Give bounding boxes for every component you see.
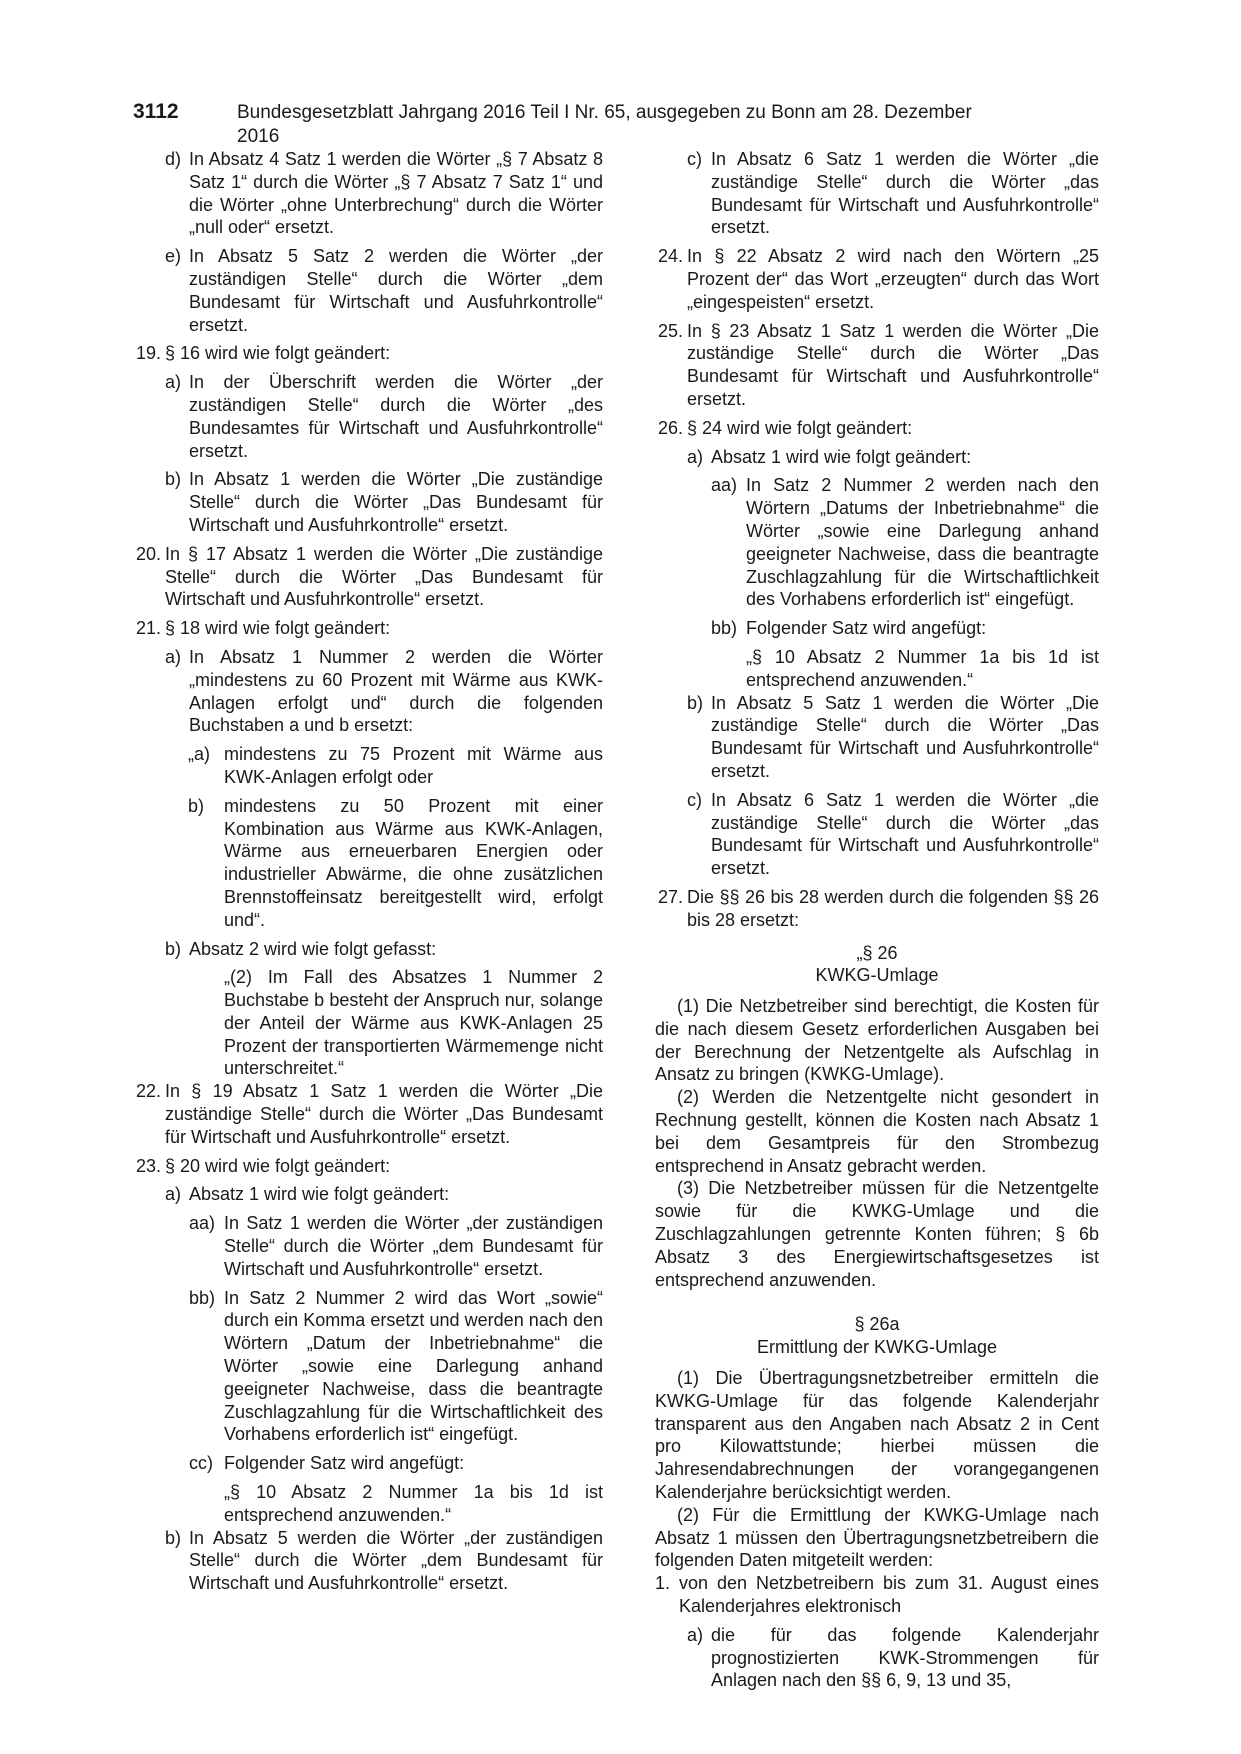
spacer — [655, 1291, 1099, 1313]
item-text: In Absatz 1 Nummer 2 werden die Wörter „mindestens zu 60 Prozent mit Wärme aus KWK-Anlagen erfolgt und“ durch die folgenden Buchstaben a und b ersetzt: — [189, 646, 603, 736]
list-item — [133, 743, 603, 789]
item-marker: b) — [687, 692, 704, 713]
quoted-text: „§ 10 Absatz 2 Nummer 1a bis 1d ist entsprechend anzuwenden.“ — [224, 1482, 603, 1525]
item-text: mindestens zu 75 Prozent mit Wärme aus KWK-Anlagen erfolgt oder — [224, 744, 603, 787]
item-text: Absatz 1 wird wie folgt geändert: — [711, 446, 972, 467]
item-text: In der Überschrift werden die Wörter „der zuständigen Stelle“ durch die Wörter „des Bundesamtes für Wirtschaft und Ausfuhrkontrolle“ ersetzt. — [189, 372, 603, 461]
item-text: In Satz 2 Nummer 2 wird das Wort „sowie“ durch ein Komma ersetzt und werden nach den Wörtern „Datum der Inbetriebnahme“ die Wörter „sowie eine Darlegung anhand geeigneter Nachweise, dass die beantragte Zuschlagzahlung für die Wirtschaftlichkeit des Vorhabens erforderlich ist“ eingefügt. — [224, 1287, 603, 1445]
quoted-text: „(2) Im Fall des Absatzes 1 Nummer 2 Buchstabe b besteht der Anspruch nur, solange der Anteil der Wärme aus KWK-Anlagen 25 Prozent der transportierten Wärmemenge nicht unterschreitet.“ — [224, 967, 603, 1079]
item-text: die für das folgende Kalenderjahr prognostizierten KWK-Strommengen für Anlagen nach den §§ 6, 9, 13 und 35, — [711, 1624, 1099, 1691]
item-number: 27. — [657, 886, 683, 907]
item-text: In Satz 2 Nummer 2 werden nach den Wörtern „Datums der Inbetriebnahme“ die Wörter „sowie eine Darlegung anhand geeigneter Nachweise, dass die beantragte Zuschlagzahlung für die Wirtschaftlichkeit des Vorhabens erforderlich ist“ eingefügt. — [746, 475, 1099, 610]
item-text: In § 23 Absatz 1 Satz 1 werden die Wörter „Die zuständige Stelle“ durch die Wörter „Das Bundesamt für Wirtschaft und Ausfuhrkontrolle“ ersetzt. — [687, 320, 1099, 409]
list-item — [133, 1287, 603, 1447]
item-marker: a) — [165, 646, 182, 667]
item-text: mindestens zu 50 Prozent mit einer Kombination aus Wärme aus KWK-Anlagen, Wärme aus erneuerbaren Energien oder industrieller Abwärme, die ohne zusätzlichen Brennstoffeinsatz bereitgestellt wird, erfolgt und“. — [224, 795, 603, 930]
item-text: Absatz 1 wird wie folgt geändert: — [189, 1184, 450, 1205]
list-item — [133, 468, 603, 536]
item-number: 1. — [655, 1573, 671, 1594]
paragraph: (1) Die Übertragungsnetzbetreiber ermitteln die KWKG-Umlage für das folgende Kalenderjahr transparent aus den Angaben nach Absatz 2 in Cent pro Kilowattstunde; hierbei müssen die Jahresendabrechnungen der vorangegangenen Kalenderjahre berücksichtigt werden. — [655, 1368, 1099, 1503]
right-column — [655, 148, 1099, 1698]
item-marker: b) — [165, 1527, 182, 1548]
item-text: In Absatz 5 Satz 2 werden die Wörter „der zuständigen Stelle“ durch die Wörter „dem Bundesamt für Wirtschaft und Ausfuhrkontrolle“ ersetzt. — [189, 246, 603, 335]
list-item — [133, 371, 603, 462]
list-item — [655, 692, 1099, 783]
item-number: 25. — [657, 320, 683, 341]
item-text: Absatz 2 wird wie folgt gefasst: — [189, 938, 437, 959]
list-item — [655, 617, 1099, 640]
item-text: In Absatz 1 werden die Wörter „Die zuständige Stelle“ durch die Wörter „Das Bundesamt für Wirtschaft und Ausfuhrkontrolle“ ersetzt. — [189, 469, 603, 535]
item-marker: bb) — [189, 1287, 216, 1308]
list-item — [133, 1080, 603, 1148]
item-text: Folgender Satz wird angefügt: — [746, 618, 987, 639]
item-marker: c) — [687, 149, 702, 169]
item-text: von den Netzbetreibern bis zum 31. August eines Kalenderjahres elektronisch — [679, 1573, 1099, 1617]
item-marker: „a) — [188, 744, 210, 765]
item-text: Die §§ 26 bis 28 werden durch die folgenden §§ 26 bis 28 ersetzt: — [687, 886, 1099, 930]
item-text: § 18 wird wie folgt geändert: — [165, 618, 391, 639]
list-item — [655, 886, 1099, 932]
item-number: 21. — [135, 618, 161, 639]
list-item — [655, 417, 1099, 440]
item-marker: aa) — [189, 1213, 216, 1234]
list-item — [655, 446, 1099, 469]
paragraph: (1) Die Netzbetreiber sind berechtigt, die Kosten für die nach diesem Gesetz erforderlichen Ausgaben bei der Berechnung der Netzentgelte als Aufschlag in Ansatz zu bringen (KWKG-Umlage). — [655, 996, 1099, 1085]
item-text: In Absatz 4 Satz 1 werden die Wörter „§ 7 Absatz 8 Satz 1“ durch die Wörter „§ 7 Absatz 7 Satz 1“ und die Wörter „ohne Unterbrechung“ durch die Wörter „null oder“ ersetzt. — [189, 149, 603, 238]
list-item — [133, 795, 603, 932]
item-text: In § 19 Absatz 1 Satz 1 werden die Wörter „Die zuständige Stelle“ durch die Wörter „Das Bundesamt für Wirtschaft und Ausfuhrkontrolle“ ersetzt. — [165, 1081, 603, 1147]
running-title: Bundesgesetzblatt Jahrgang 2016 Teil I Nr. 65, ausgegeben zu Bonn am 28. Dezember 2016 — [237, 102, 972, 147]
item-marker: a) — [165, 1184, 182, 1205]
list-item — [655, 1572, 1099, 1618]
item-marker: b) — [188, 795, 205, 816]
item-marker: cc) — [189, 1453, 213, 1474]
list-item — [655, 789, 1099, 880]
list-item — [133, 1183, 603, 1206]
item-marker: a) — [165, 372, 182, 393]
item-text: In Absatz 6 Satz 1 werden die Wörter „die zuständige Stelle“ durch die Wörter „das Bundesamt für Wirtschaft und Ausfuhrkontrolle“ ersetzt. — [711, 789, 1099, 879]
item-text: Folgender Satz wird angefügt: — [224, 1453, 465, 1474]
list-item — [133, 938, 603, 961]
item-marker: e) — [165, 246, 182, 267]
item-text: In Absatz 5 Satz 1 werden die Wörter „Die zuständige Stelle“ durch die Wörter „Das Bundesamt für Wirtschaft und Ausfuhrkontrolle“ ersetzt. — [711, 692, 1099, 781]
list-item — [133, 543, 603, 611]
item-marker: a) — [687, 446, 704, 467]
item-text: § 24 wird wie folgt geändert: — [687, 417, 913, 438]
item-text: § 16 wird wie folgt geändert: — [165, 343, 391, 364]
item-marker: b) — [165, 938, 182, 959]
list-item — [655, 245, 1099, 313]
page-header — [133, 100, 999, 147]
item-number: 23. — [135, 1155, 161, 1176]
list-item — [133, 148, 603, 239]
list-item — [655, 148, 1099, 239]
list-item — [133, 1155, 603, 1178]
item-text: § 20 wird wie folgt geändert: — [165, 1155, 391, 1176]
section-heading: § 26a — [854, 1314, 900, 1335]
item-number: 24. — [657, 246, 683, 267]
item-number: 22. — [135, 1081, 161, 1102]
section-heading: „§ 26 — [856, 942, 898, 963]
page-number: 3112 — [133, 100, 179, 123]
list-item — [655, 320, 1099, 411]
list-item — [133, 1212, 603, 1280]
item-marker: a) — [687, 1624, 704, 1645]
list-item — [133, 245, 603, 336]
list-item — [133, 1527, 603, 1595]
item-text: In Satz 1 werden die Wörter „der zuständigen Stelle“ durch die Wörter „dem Bundesamt für Wirtschaft und Ausfuhrkontrolle“ ersetzt. — [224, 1213, 603, 1279]
item-text: In § 17 Absatz 1 werden die Wörter „Die zuständige Stelle“ durch die Wörter „Das Bundesamt für Wirtschaft und Ausfuhrkontrolle“ ersetzt. — [165, 543, 603, 610]
item-marker: c) — [687, 789, 702, 810]
section-title: KWKG-Umlage — [815, 965, 939, 986]
list-item — [655, 474, 1099, 611]
list-item — [133, 1452, 603, 1475]
item-text: In § 22 Absatz 2 wird nach den Wörtern „25 Prozent der“ das Wort „erzeugten“ durch das Wort „eingespeisten“ ersetzt. — [687, 246, 1099, 312]
list-item — [133, 617, 603, 640]
item-number: 26. — [657, 417, 683, 438]
quoted-text: „§ 10 Absatz 2 Nummer 1a bis 1d ist entsprechend anzuwenden.“ — [746, 646, 1099, 690]
section-title: Ermittlung der KWKG-Umlage — [756, 1337, 998, 1358]
list-item — [655, 1624, 1099, 1692]
item-marker: aa) — [711, 475, 738, 496]
list-item — [133, 646, 603, 737]
item-marker: d) — [165, 149, 182, 169]
paragraph: (3) Die Netzbetreiber müssen für die Netzentgelte sowie für die KWKG-Umlage und die Zuschlagzahlungen getrennte Konten führen; § 6b Absatz 3 des Energiewirtschaftsgesetzes ist entsprechend anzuwenden. — [655, 1178, 1099, 1290]
item-number: 19. — [135, 343, 161, 364]
item-marker: bb) — [711, 618, 738, 639]
item-number: 20. — [135, 543, 161, 564]
item-marker: b) — [165, 469, 182, 490]
paragraph: (2) Werden die Netzentgelte nicht gesondert in Rechnung gestellt, können die Kosten nach Absatz 1 bei dem Gesamtpreis für den Strombezug entsprechend in Ansatz gebracht werden. — [655, 1087, 1099, 1176]
left-column — [133, 148, 603, 1601]
list-item — [133, 342, 603, 365]
item-text: In Absatz 5 werden die Wörter „der zuständigen Stelle“ durch die Wörter „dem Bundesamt für Wirtschaft und Ausfuhrkontrolle“ ersetzt. — [189, 1527, 603, 1594]
item-text: In Absatz 6 Satz 1 werden die Wörter „die zuständige Stelle“ durch die Wörter „das Bundesamt für Wirtschaft und Ausfuhrkontrolle“ ersetzt. — [711, 149, 1099, 238]
paragraph: (2) Für die Ermittlung der KWKG-Umlage nach Absatz 1 müssen den Übertragungsnetzbetreibern die folgenden Daten mitgeteilt werden: — [655, 1504, 1099, 1571]
